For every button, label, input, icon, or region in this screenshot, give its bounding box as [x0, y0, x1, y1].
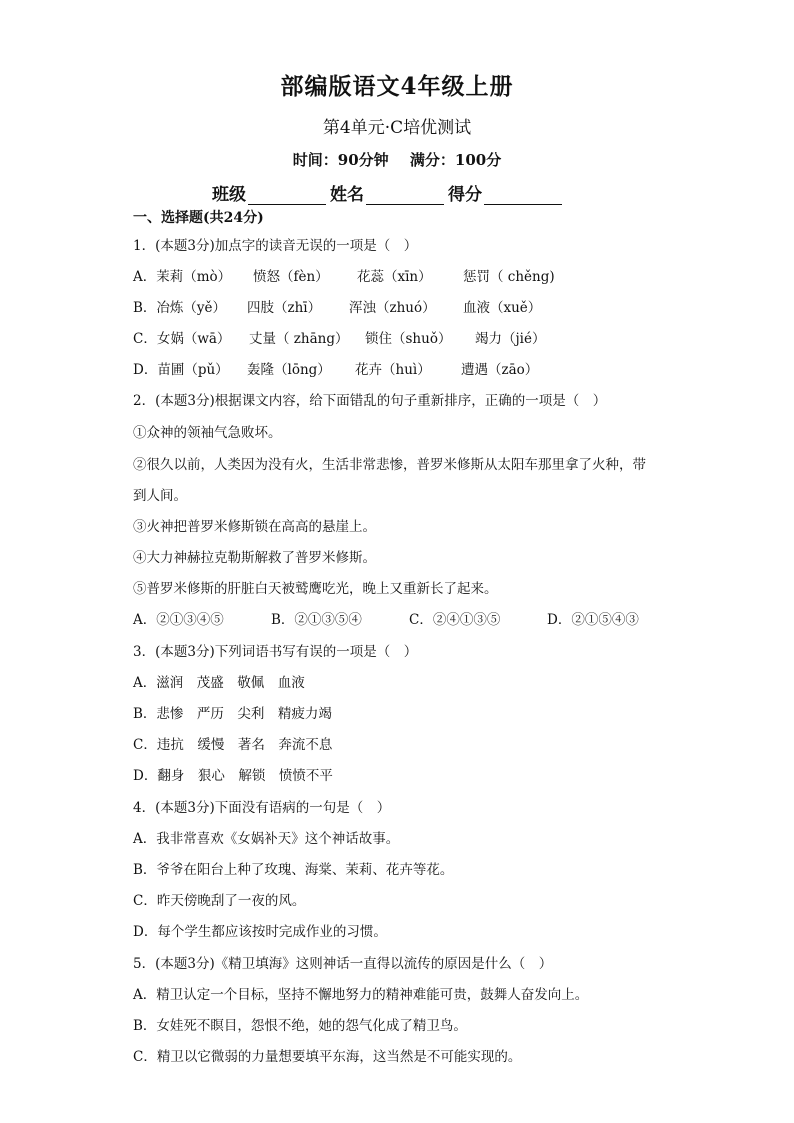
page-subtitle: 第4单元·C培优测试 — [322, 118, 472, 138]
option-text: 浑浊（zhuó） — [349, 300, 436, 316]
option-c: C．②④①③⑤ — [409, 612, 501, 628]
question-3-option-d: D．翻身 狠心 解锁 愤愤不平 — [133, 768, 333, 784]
question-1-option-c — [133, 327, 546, 347]
class-blank[interactable] — [248, 186, 326, 205]
question-2-sentence-4: ④大力神赫拉克勒斯解救了普罗米修斯。 — [133, 550, 376, 566]
question-3-option-b: B．悲惨 严历 尖利 精疲力竭 — [133, 706, 332, 722]
option-text: 血液（xuě） — [463, 300, 542, 316]
grade-blank[interactable] — [484, 186, 562, 205]
student-info-line — [212, 180, 566, 205]
question-1-stem: 1．(本题3分)加点字的读音无误的一项是（ ） — [133, 238, 418, 254]
class-label: 班级 — [212, 185, 246, 205]
option-text: 竭力（jié） — [475, 331, 546, 347]
name-blank[interactable] — [366, 186, 444, 205]
question-2-options — [133, 608, 639, 628]
question-3-stem: 3．(本题3分)下列词语书写有误的一项是（ ） — [133, 644, 418, 660]
question-5-option-c: C．精卫以它微弱的力量想要填平东海，这当然是不可能实现的。 — [133, 1049, 522, 1065]
option-text: B．冶炼（yě） — [133, 300, 227, 316]
option-d: D．②①⑤④③ — [547, 612, 639, 628]
option-text: D．苗圃（pǔ） — [133, 362, 229, 378]
page-title: 部编版语文4年级上册 — [280, 73, 514, 100]
name-label: 姓名 — [330, 185, 364, 205]
option-text: 遭遇（zāo） — [461, 362, 539, 378]
question-2-sentence-2: ②很久以前，人类因为没有火，生活非常悲惨，普罗米修斯从太阳车那里拿了火种，带 — [133, 457, 646, 473]
option-text: 花蕊（xīn） — [357, 269, 432, 285]
option-text: 丈量（ zhāng） — [249, 331, 349, 347]
question-4-stem: 4．(本题3分)下面没有语病的一句是（ ） — [133, 800, 391, 816]
question-5-option-a: A．精卫认定一个目标，坚持不懈地努力的精神难能可贵，鼓舞人奋发向上。 — [133, 987, 589, 1003]
option-text: 锁住（shuǒ） — [365, 331, 452, 347]
question-2-sentence-1: ①众神的领袖气急败坏。 — [133, 425, 282, 441]
question-5-stem: 5．(本题3分)《精卫填海》这则神话一直得以流传的原因是什么（ ） — [133, 956, 553, 972]
section-heading: 一、选择题(共24分) — [133, 210, 264, 226]
grade-label: 得分 — [448, 185, 482, 205]
time-score-line — [0, 149, 794, 170]
question-3-option-a: A．滋润 茂盛 敬佩 血液 — [133, 675, 305, 691]
question-2-sentence-5: ⑤普罗米修斯的肝脏白天被鹫鹰吃光，晚上又重新长了起来。 — [133, 581, 498, 597]
question-1-option-a — [133, 265, 555, 285]
option-text: 惩罚（ chěng) — [463, 269, 555, 285]
question-2-stem: 2．(本题3分)根据课文内容，给下面错乱的句子重新排序，正确的一项是（ ） — [133, 393, 607, 409]
option-text: 愤怒（fèn） — [253, 269, 329, 285]
question-2-sentence-2-cont: 到人间。 — [133, 488, 187, 504]
question-4-option-a: A．我非常喜欢《女娲补天》这个神话故事。 — [133, 831, 400, 847]
question-3-option-c: C．违抗 缓慢 著名 奔流不息 — [133, 737, 333, 753]
full-score: 满分：100分 — [409, 151, 502, 169]
option-text: C．女娲（wā） — [133, 331, 231, 347]
time-limit: 时间：90分钟 — [292, 151, 389, 169]
option-text: 花卉（huì） — [355, 362, 431, 378]
question-4-option-d: D．每个学生都应该按时完成作业的习惯。 — [133, 924, 387, 940]
question-4-option-c: C．昨天傍晚刮了一夜的风。 — [133, 893, 306, 909]
option-text: 轰隆（lōng） — [247, 362, 331, 378]
question-1-option-b — [133, 296, 541, 316]
question-4-option-b: B．爷爷在阳台上种了玫瑰、海棠、茉莉、花卉等花。 — [133, 862, 454, 878]
option-text: A．茉莉（mò） — [133, 269, 232, 285]
question-1-option-d — [133, 358, 538, 378]
option-a: A．②①③④⑤ — [133, 612, 224, 628]
option-b: B．②①③⑤④ — [271, 612, 362, 628]
question-5-option-b: B．女娃死不瞑目，怨恨不绝，她的怨气化成了精卫鸟。 — [133, 1018, 467, 1034]
option-text: 四肢（zhī） — [247, 300, 322, 316]
question-2-sentence-3: ③火神把普罗米修斯锁在高高的悬崖上。 — [133, 519, 376, 535]
